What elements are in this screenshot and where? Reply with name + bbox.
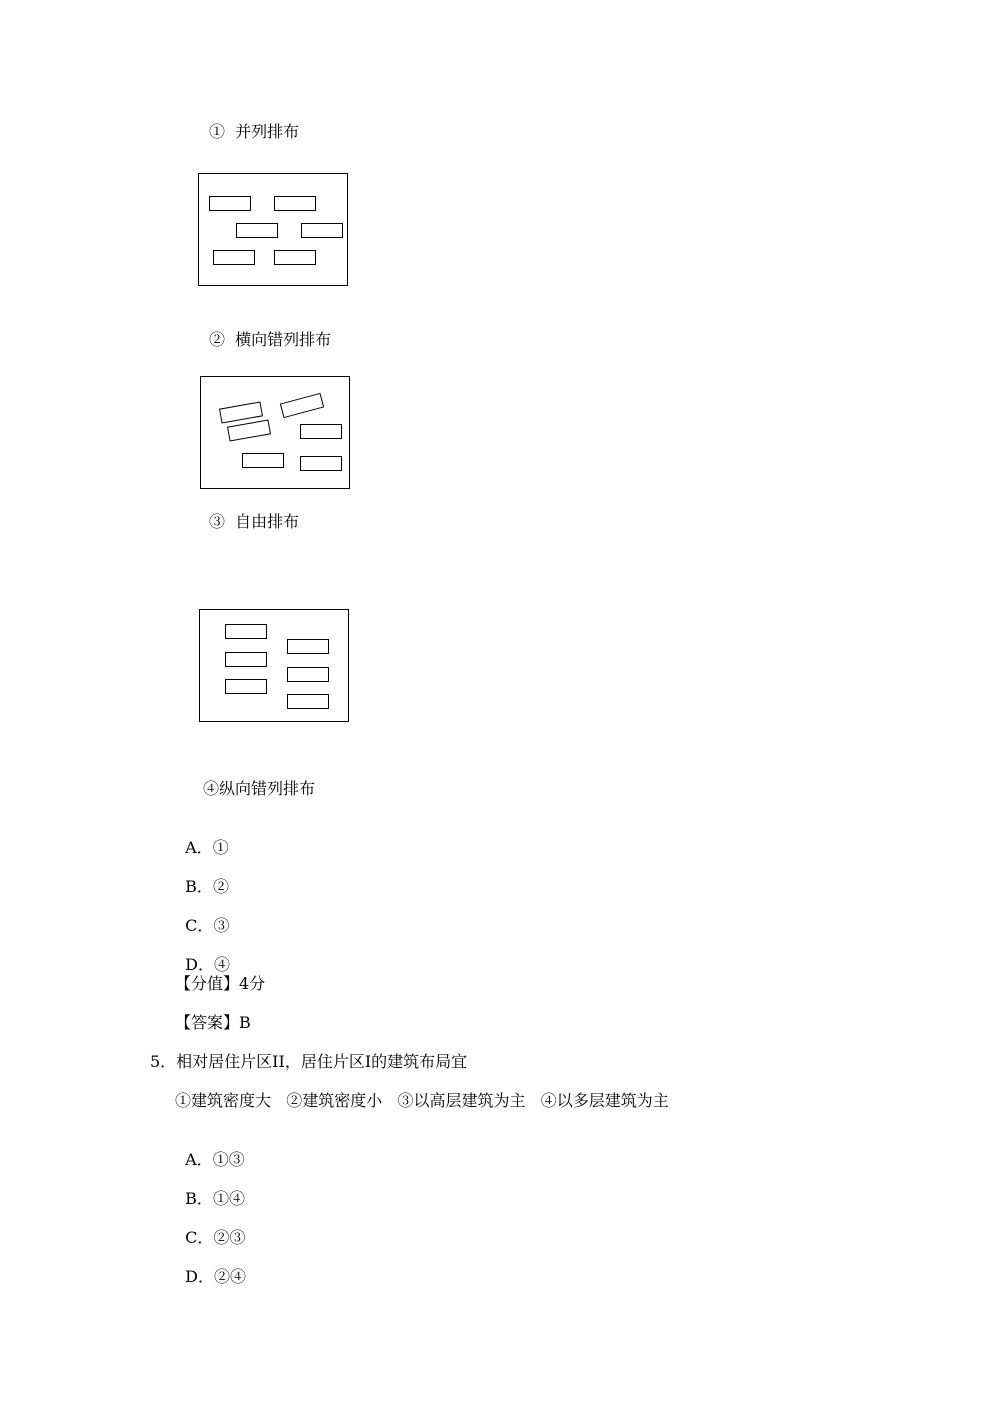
building-block xyxy=(274,196,316,211)
q4-option-a[interactable] xyxy=(175,818,229,857)
building-block xyxy=(225,652,267,667)
building-block xyxy=(280,393,324,418)
building-block xyxy=(219,401,263,423)
option-text: ②③ xyxy=(213,1228,246,1247)
building-block xyxy=(274,250,316,265)
option-text: ② xyxy=(212,877,229,896)
option-letter: C． xyxy=(185,1228,214,1247)
diagram-layout-2 xyxy=(200,376,350,489)
option-letter: D． xyxy=(185,1267,215,1286)
option-letter: C． xyxy=(185,916,214,935)
q5-option-b[interactable] xyxy=(175,1169,245,1208)
option-letter: A． xyxy=(185,838,213,857)
q5-option-d[interactable] xyxy=(175,1247,247,1286)
option-letter: B． xyxy=(185,877,213,896)
building-block xyxy=(227,419,271,441)
caption-parallel-layout: ① 并列排布 xyxy=(209,122,300,141)
building-block xyxy=(301,223,343,238)
diagram-layout-1 xyxy=(198,173,348,286)
option-text: ①③ xyxy=(212,1150,245,1169)
building-block xyxy=(225,679,267,694)
q4-option-b[interactable] xyxy=(175,857,229,896)
building-block xyxy=(225,624,267,639)
option-text: ②④ xyxy=(214,1267,247,1286)
option-letter: D． xyxy=(185,955,215,974)
building-block xyxy=(300,456,342,471)
building-block xyxy=(242,453,284,468)
q5-option-c[interactable] xyxy=(175,1208,246,1247)
q5-stem: 5．相对居住片区II，居住片区I的建筑布局宜 xyxy=(150,1052,468,1071)
q4-answer: 【答案】B xyxy=(175,1013,251,1032)
option-letter: B． xyxy=(185,1189,213,1208)
building-block xyxy=(213,250,255,265)
diagram-layout-3 xyxy=(199,609,349,722)
caption-horizontal-staggered: ② 横向错列排布 xyxy=(209,330,332,349)
caption-vertical-staggered: ④纵向错列排布 xyxy=(203,779,316,798)
q4-option-d[interactable] xyxy=(175,935,231,974)
q5-option-a[interactable] xyxy=(175,1130,245,1169)
building-block xyxy=(287,639,329,654)
option-text: ④ xyxy=(214,955,231,974)
building-block xyxy=(236,223,278,238)
option-text: ① xyxy=(212,838,229,857)
option-text: ③ xyxy=(213,916,230,935)
building-block xyxy=(287,667,329,682)
q4-option-c[interactable] xyxy=(175,896,230,935)
q4-score: 【分值】4分 xyxy=(175,974,266,993)
caption-free-layout: ③ 自由排布 xyxy=(209,512,300,531)
q5-statements: ①建筑密度大 ②建筑密度小 ③以高层建筑为主 ④以多层建筑为主 xyxy=(175,1091,669,1110)
option-text: ①④ xyxy=(212,1189,245,1208)
building-block xyxy=(209,196,251,211)
building-block xyxy=(287,694,329,709)
building-block xyxy=(300,424,342,439)
option-letter: A． xyxy=(185,1150,213,1169)
